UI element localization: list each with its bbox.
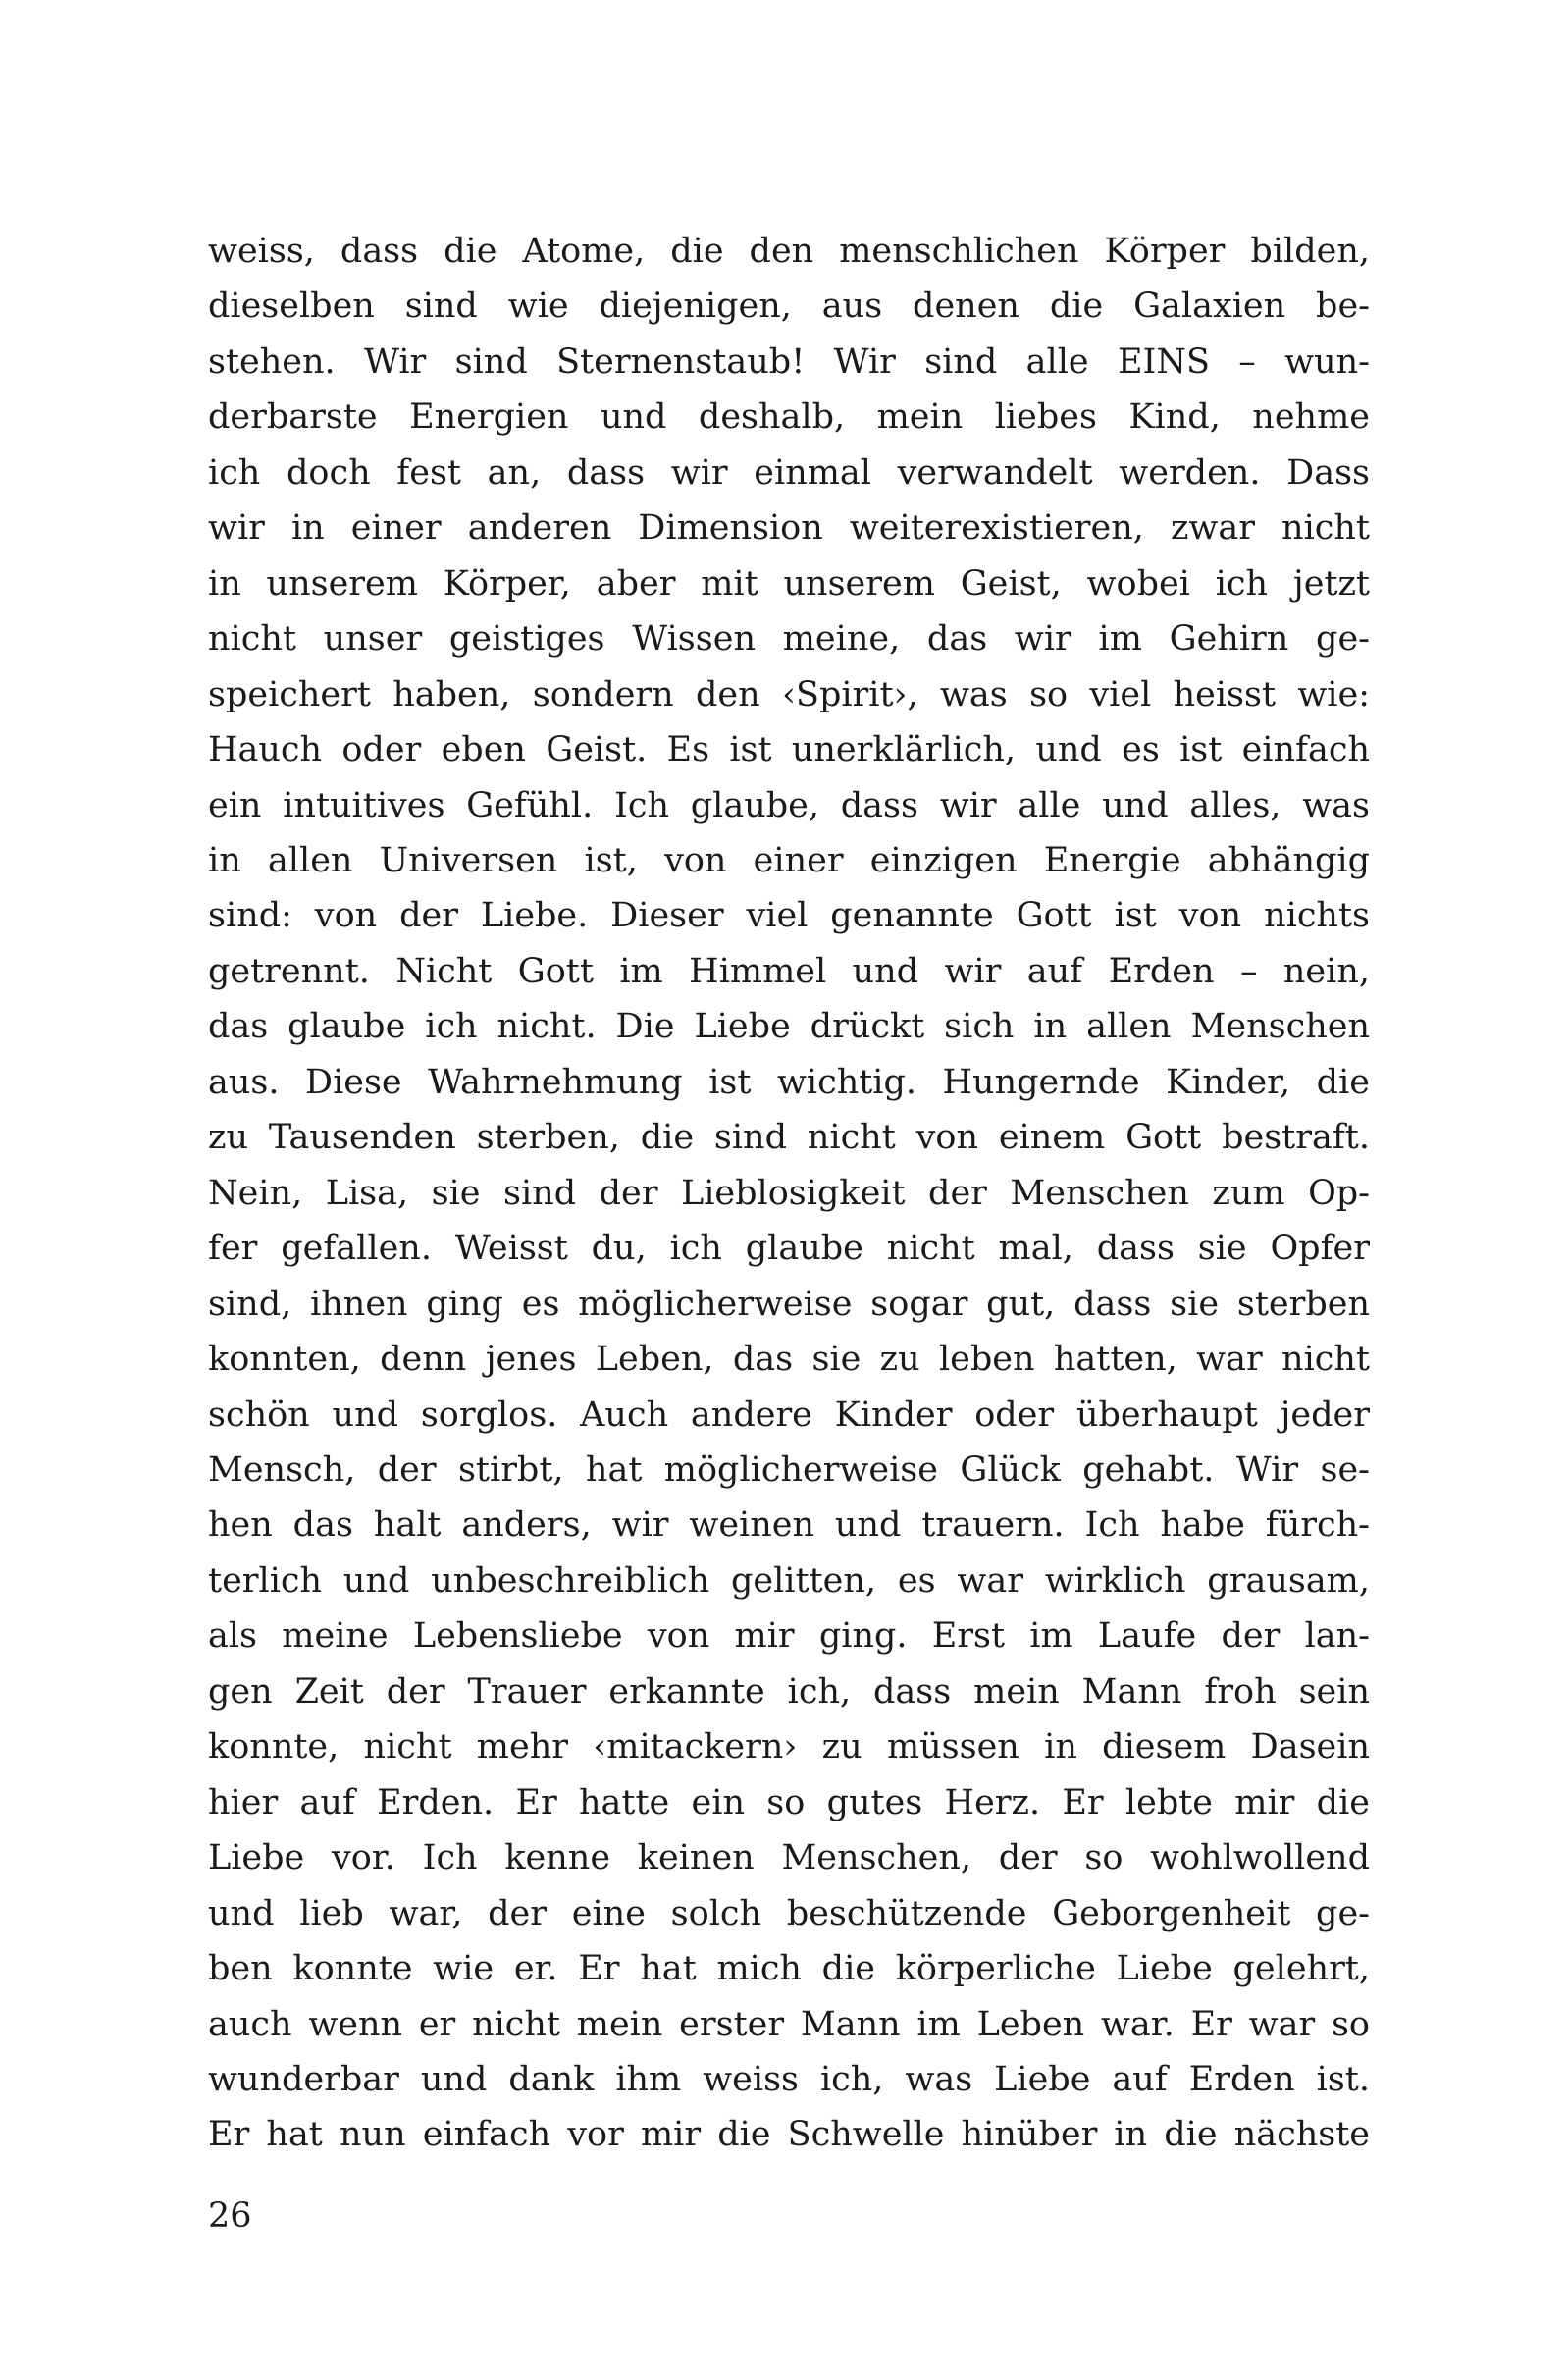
text-line: zu Tausenden sterben, die sind nicht von einem Gott bestraft. [208, 1118, 1370, 1158]
text-line: weiss, dass die Atome, die den menschlichen Körper bilden, [208, 232, 1370, 271]
text-line: aus. Diese Wahrnehmung ist wichtig. Hungernde Kinder, die [208, 1062, 1370, 1102]
text-line: Mensch, der stirbt, hat möglicherweise Glück gehabt. Wir se- [208, 1450, 1370, 1490]
text-line: hen das halt anders, wir weinen und trauern. Ich habe fürch- [208, 1505, 1370, 1546]
text-line: das glaube ich nicht. Die Liebe drückt sich in allen Menschen [208, 1007, 1370, 1047]
text-line: stehen. Wir sind Sternenstaub! Wir sind alle EINS – wun- [208, 342, 1370, 382]
text-line: und lieb war, der eine solch beschützende Geborgenheit ge- [208, 1893, 1370, 1933]
text-line: Hauch oder eben Geist. Es ist unerklärlich, und es ist einfach [208, 730, 1370, 770]
body-text [208, 224, 1370, 2163]
text-line: ben konnte wie er. Er hat mich die körperliche Liebe gelehrt, [208, 1949, 1370, 1989]
text-line: gen Zeit der Trauer erkannte ich, dass mein Mann froh sein [208, 1671, 1370, 1712]
text-line: in allen Universen ist, von einer einzigen Energie abhängig [208, 840, 1370, 880]
text-line: wir in einer anderen Dimension weiterexistieren, zwar nicht [208, 508, 1370, 549]
text-line: konnte, nicht mehr ‹mitackern› zu müssen in diesem Dasein [208, 1727, 1370, 1768]
text-line: hier auf Erden. Er hatte ein so gutes Herz. Er lebte mir die [208, 1782, 1370, 1822]
text-line: terlich und unbeschreiblich gelitten, es war wirklich grausam, [208, 1560, 1370, 1601]
text-line: in unserem Körper, aber mit unserem Geist, wobei ich jetzt [208, 563, 1370, 604]
text-line: als meine Lebensliebe von mir ging. Erst im Laufe der lan- [208, 1616, 1370, 1657]
text-line: auch wenn er nicht mein erster Mann im Leben war. Er war so [208, 2004, 1370, 2044]
text-line: ein intuitives Gefühl. Ich glaube, dass wir alle und alles, was [208, 785, 1370, 825]
text-line: sind: von der Liebe. Dieser viel genannte Gott ist von nichts [208, 896, 1370, 936]
text-line: nicht unser geistiges Wissen meine, das wir im Gehirn ge- [208, 619, 1370, 660]
page-number: 26 [208, 2196, 252, 2236]
text-line: sind, ihnen ging es möglicherweise sogar gut, dass sie sterben [208, 1284, 1370, 1324]
text-line: fer gefallen. Weisst du, ich glaube nicht mal, dass sie Opfer [208, 1229, 1370, 1269]
text-line: Nein, Lisa, sie sind der Lieblosigkeit der Menschen zum Op- [208, 1173, 1370, 1213]
text-line: wunderbar und dank ihm weiss ich, was Liebe auf Erden ist. [208, 2059, 1370, 2099]
text-line: schön und sorglos. Auch andere Kinder oder überhaupt jeder [208, 1395, 1370, 1435]
text-line: Liebe vor. Ich kenne keinen Menschen, der so wohlwollend [208, 1838, 1370, 1878]
text-line: speichert haben, sondern den ‹Spirit›, was so viel heisst wie: [208, 674, 1370, 714]
text-line: dieselben sind wie diejenigen, aus denen die Galaxien be- [208, 287, 1370, 327]
text-line: derbarste Energien und deshalb, mein liebes Kind, nehme [208, 397, 1370, 438]
text-line: konnten, denn jenes Leben, das sie zu leben hatten, war nicht [208, 1340, 1370, 1380]
text-line: ich doch fest an, dass wir einmal verwandelt werden. Dass [208, 452, 1370, 493]
text-line: getrennt. Nicht Gott im Himmel und wir auf Erden – nein, [208, 951, 1370, 991]
text-line: Er hat nun einfach vor mir die Schwelle hinüber in die nächste [208, 2115, 1370, 2155]
